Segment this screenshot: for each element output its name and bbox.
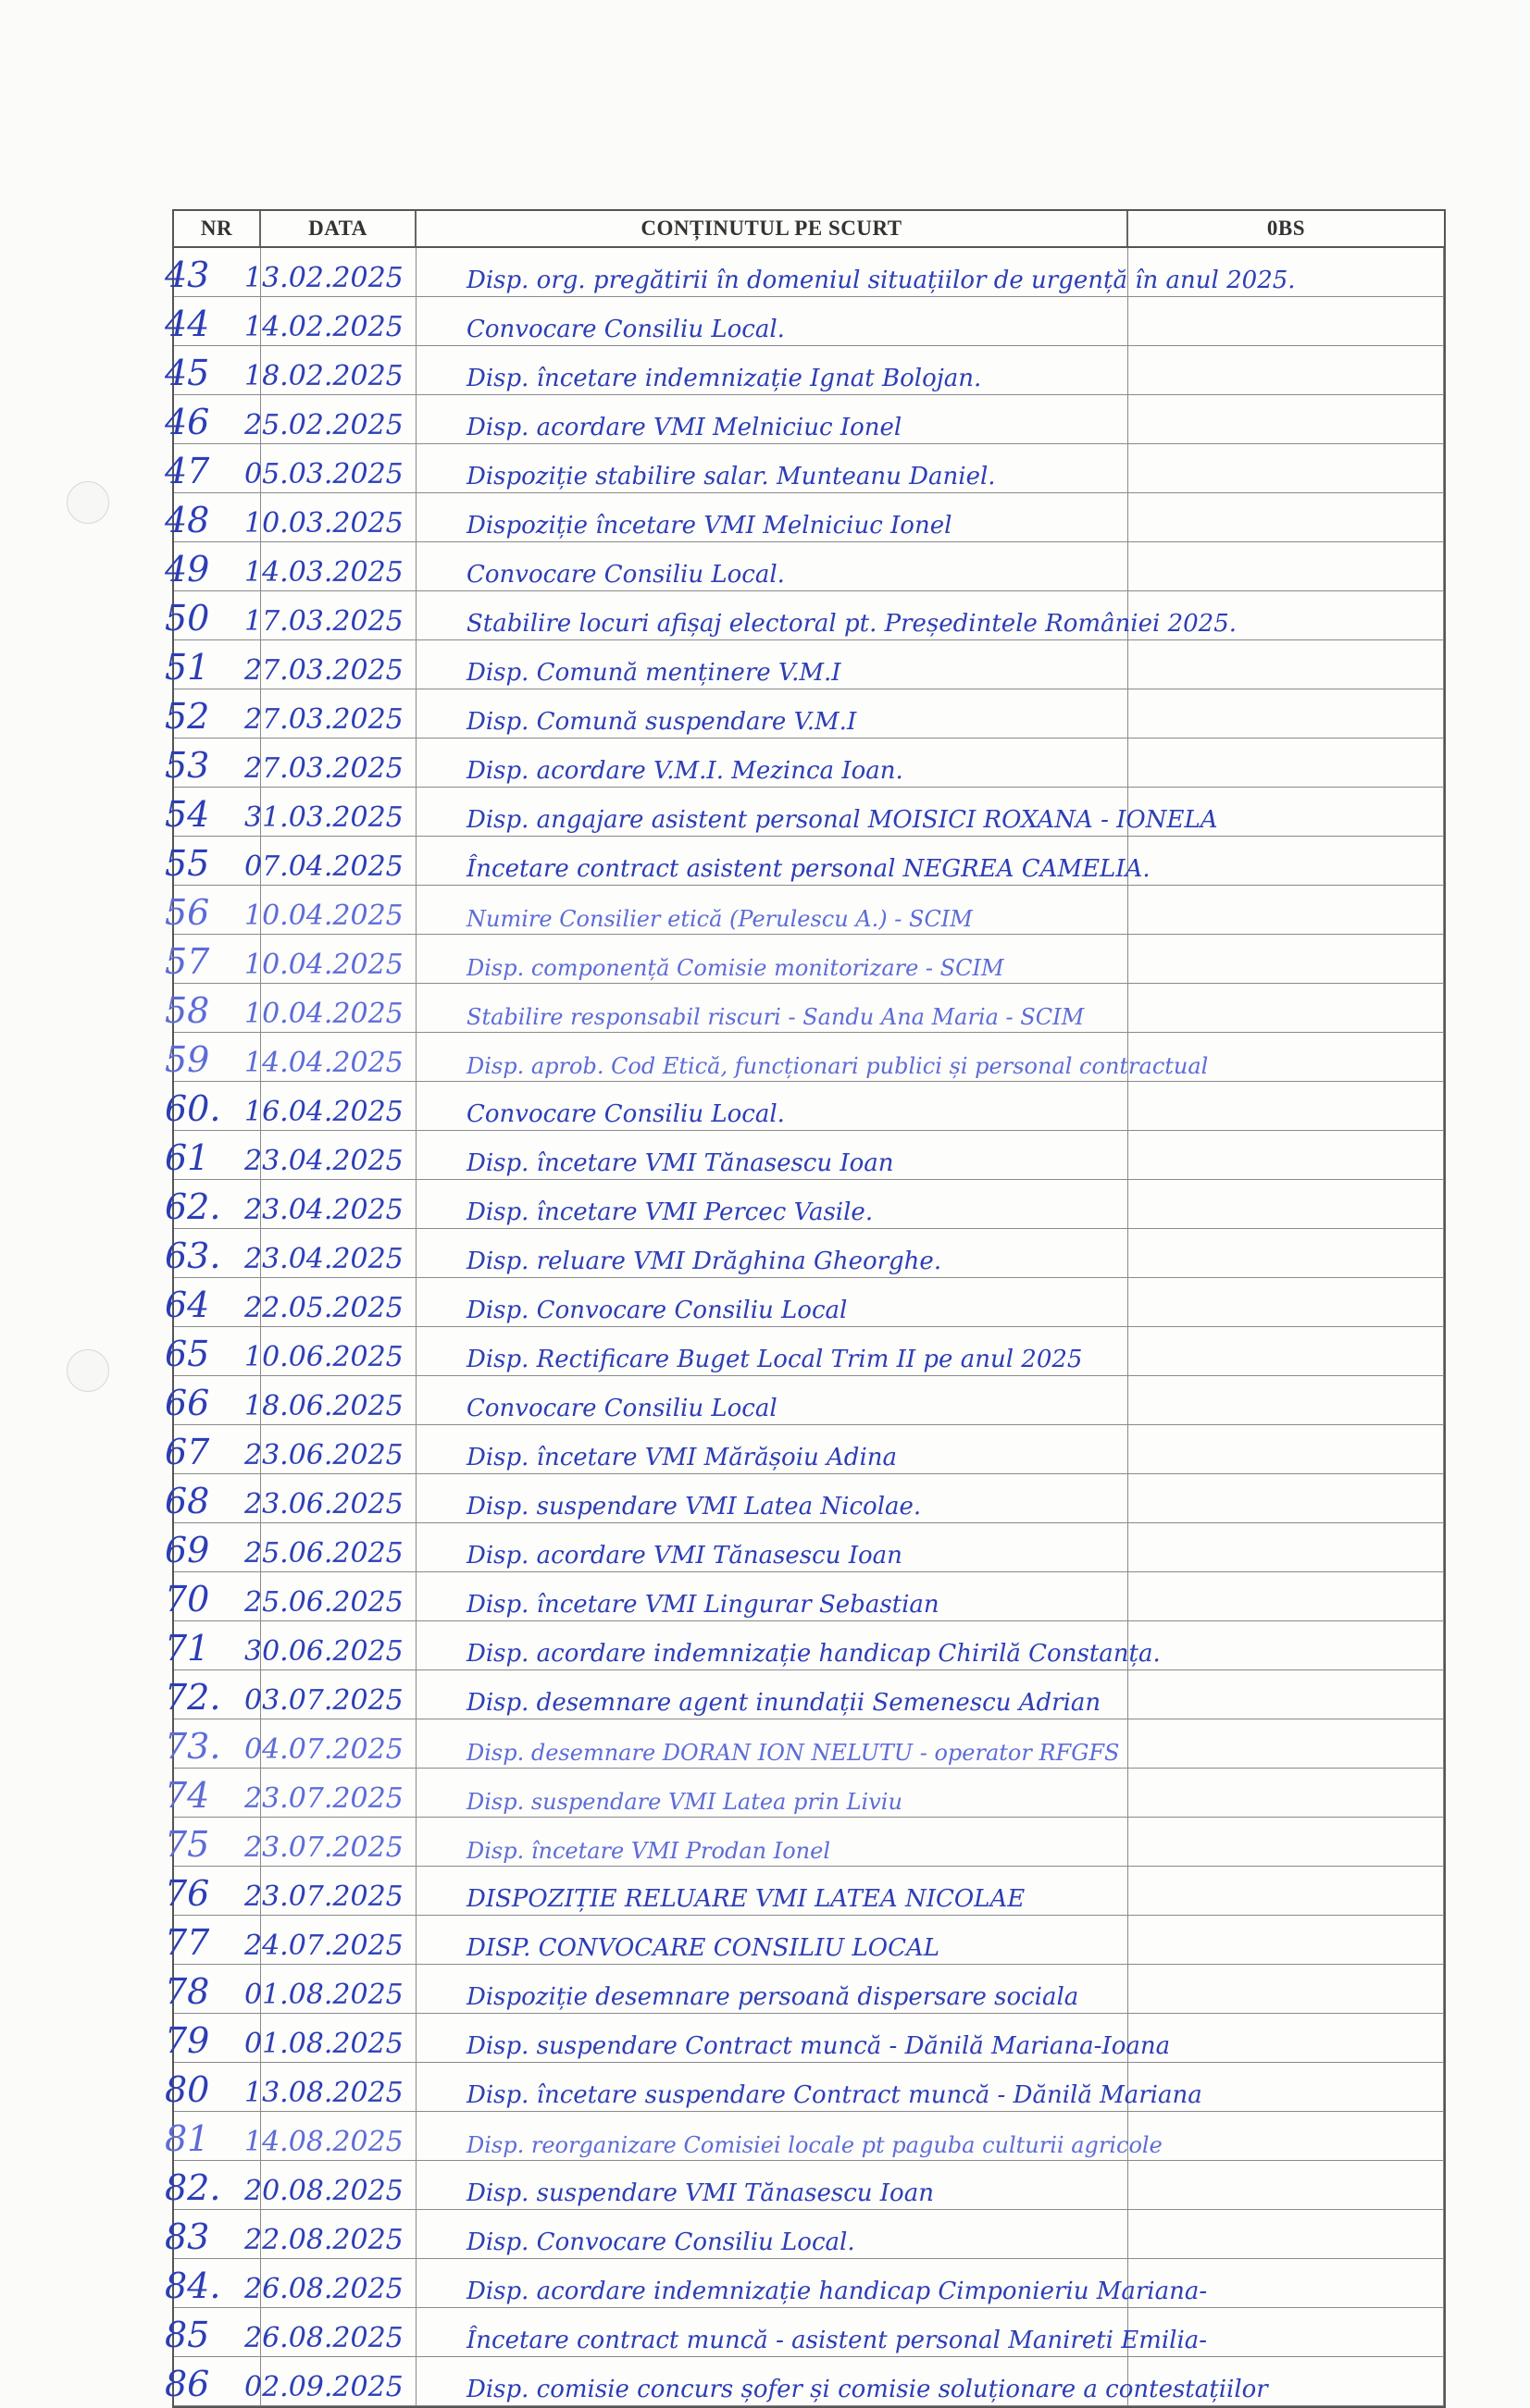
entry-date: 01.08.2025: [244, 1979, 404, 2011]
entry-number: 46: [165, 402, 210, 442]
table-row: [165, 493, 1444, 542]
table-row: [165, 1523, 1444, 1572]
entry-content: Convocare Consiliu Local.: [466, 561, 785, 589]
cell-obs: [1128, 1327, 1444, 1375]
entry-content: Disp. încetare indemnizație Ignat Bolojan.: [466, 365, 982, 392]
table-row: [165, 2063, 1444, 2112]
entry-date: 05.03.2025: [244, 458, 404, 490]
entry-date: 25.06.2025: [244, 1586, 404, 1619]
table-row: [165, 591, 1444, 640]
table-header: [174, 211, 1444, 248]
entry-content: Disp. suspendare VMI Latea Nicolae.: [466, 1493, 922, 1521]
entry-content: Numire Consilier etică (Perulescu A.) - SCIM: [466, 906, 973, 932]
entry-content: Disp. încetare suspendare Contract muncă - Dănilă Mariana: [466, 2081, 1202, 2109]
entry-date: 23.06.2025: [244, 1439, 404, 1471]
table-row: [165, 1425, 1444, 1474]
entry-content: Disp. acordare indemnizație handicap Cimponieriu Mariana-: [466, 2278, 1208, 2305]
table-row: [165, 640, 1444, 689]
entry-content: Stabilire responsabil riscuri - Sandu Ana Maria - SCIM: [466, 1004, 1085, 1030]
entry-date: 22.05.2025: [244, 1292, 404, 1324]
table-row: [165, 1376, 1444, 1425]
table-row: [165, 1474, 1444, 1523]
entry-content: DISP. CONVOCARE CONSILIU LOCAL: [466, 1934, 940, 1962]
table-row: [165, 2014, 1444, 2063]
entry-date: 20.08.2025: [244, 2175, 404, 2207]
entry-content: Disp. aprob. Cod Etică, funcționari publici și personal contractual: [466, 1053, 1209, 1079]
entry-number: 74: [165, 1775, 210, 1816]
table-row: [165, 2259, 1444, 2308]
entry-number: 72.: [165, 1677, 221, 1718]
entry-content: Disp. acordare V.M.I. Mezinca Ioan.: [466, 757, 903, 785]
entry-date: 31.03.2025: [244, 801, 404, 834]
table-row: [165, 395, 1444, 444]
table-row: [165, 1180, 1444, 1229]
entry-content: Stabilire locuri afișaj electoral pt. Președintele României 2025.: [466, 610, 1237, 638]
entry-date: 30.06.2025: [244, 1635, 404, 1668]
entry-date: 17.03.2025: [244, 605, 404, 638]
entry-content: Disp. reorganizare Comisiei locale pt paguba culturii agricole: [466, 2132, 1163, 2158]
entry-number: 85: [165, 2315, 210, 2355]
header-data: DATA: [261, 211, 417, 246]
table-row: [165, 346, 1444, 395]
entry-content: Dispoziție încetare VMI Melniciuc Ionel: [466, 512, 952, 540]
entry-number: 48: [165, 500, 210, 540]
entry-content: Disp. Comună menținere V.M.I: [466, 659, 841, 687]
entry-number: 53: [165, 745, 210, 786]
table-row: [165, 1572, 1444, 1621]
entry-date: 14.03.2025: [244, 556, 404, 589]
table-row: [165, 2308, 1444, 2357]
cell-obs: [1128, 542, 1444, 590]
entry-content: Încetare contract muncă - asistent personal Manireti Emilia-: [466, 2327, 1208, 2354]
entry-date: 04.07.2025: [244, 1733, 404, 1766]
entry-content: Disp. Comună suspendare V.M.I: [466, 708, 857, 736]
entry-date: 22.08.2025: [244, 2224, 404, 2256]
entry-date: 27.03.2025: [244, 703, 404, 736]
entry-content: Disp. încetare VMI Percec Vasile.: [466, 1198, 874, 1226]
entry-number: 66: [165, 1383, 210, 1423]
entry-date: 27.03.2025: [244, 752, 404, 785]
table-row: [165, 297, 1444, 346]
entry-date: 10.04.2025: [244, 998, 404, 1030]
cell-obs: [1128, 1278, 1444, 1326]
table-row: [165, 1818, 1444, 1867]
entry-content: Disp. Convocare Consiliu Local.: [466, 2228, 855, 2256]
entry-number: 50: [165, 598, 210, 639]
entry-number: 69: [165, 1530, 210, 1570]
entry-number: 67: [165, 1432, 210, 1472]
table-row: [165, 1769, 1444, 1818]
cell-obs: [1128, 640, 1444, 689]
cell-obs: [1128, 739, 1444, 787]
entry-content: Disp. suspendare VMI Tănasescu Ioan: [466, 2179, 934, 2207]
entry-content: Disp. suspendare VMI Latea prin Liviu: [466, 1789, 902, 1815]
cell-obs: [1128, 1229, 1444, 1277]
table-row: [165, 1916, 1444, 1965]
entry-date: 13.08.2025: [244, 2077, 404, 2109]
table-row: [165, 739, 1444, 788]
entry-content: Încetare contract asistent personal NEGREA CAMELIA.: [466, 855, 1151, 883]
cell-obs: [1128, 297, 1444, 345]
entry-content: Dispoziție stabilire salar. Munteanu Daniel.: [466, 463, 996, 490]
entry-content: Convocare Consiliu Local.: [466, 316, 785, 343]
entry-date: 07.04.2025: [244, 850, 404, 883]
cell-obs: [1128, 395, 1444, 443]
entry-number: 83: [165, 2216, 210, 2257]
entry-content: Dispoziție desemnare persoană dispersare sociala: [466, 1983, 1079, 2011]
cell-obs: [1128, 1965, 1444, 2013]
entry-date: 14.02.2025: [244, 311, 404, 343]
table-row: [165, 837, 1444, 886]
entry-content: Disp. acordare indemnizație handicap Chirilă Constanța.: [466, 1640, 1161, 1668]
entry-date: 25.06.2025: [244, 1537, 404, 1570]
entry-content: Disp. încetare VMI Tănasescu Ioan: [466, 1149, 894, 1177]
entry-date: 23.04.2025: [244, 1243, 404, 1275]
entry-content: Disp. reluare VMI Drăghina Gheorghe.: [466, 1247, 942, 1275]
entry-date: 01.08.2025: [244, 2028, 404, 2060]
entry-date: 18.06.2025: [244, 1390, 404, 1422]
table-row: [165, 984, 1444, 1033]
cell-obs: [1128, 1670, 1444, 1719]
entry-content: Disp. desemnare DORAN ION NELUTU - operator RFGFS: [466, 1740, 1120, 1766]
cell-obs: [1128, 1916, 1444, 1964]
entry-content: Disp. desemnare agent inundații Semenescu Adrian: [466, 1689, 1101, 1717]
entry-date: 23.07.2025: [244, 1782, 404, 1815]
table-row: [165, 1229, 1444, 1278]
entry-number: 58: [165, 990, 210, 1031]
table-row: [165, 1965, 1444, 2014]
entry-number: 63.: [165, 1235, 221, 1276]
entry-date: 10.06.2025: [244, 1341, 404, 1373]
entry-date: 23.04.2025: [244, 1145, 404, 1177]
entry-date: 24.07.2025: [244, 1930, 404, 1962]
entry-date: 26.08.2025: [244, 2322, 404, 2354]
entry-number: 44: [165, 304, 210, 344]
table-row: [165, 886, 1444, 935]
table-row: [165, 689, 1444, 739]
header-obs: 0BS: [1266, 217, 1306, 240]
table-row: [165, 788, 1444, 837]
table-row: [165, 2357, 1444, 2406]
entry-number: 47: [165, 451, 210, 491]
table-row: [165, 1131, 1444, 1180]
cell-obs: [1128, 493, 1444, 541]
entry-number: 73.: [165, 1726, 221, 1767]
entry-number: 56: [165, 892, 210, 933]
table-row: [165, 1719, 1444, 1769]
entry-number: 57: [165, 941, 210, 982]
table-row: [165, 1278, 1444, 1327]
entry-number: 65: [165, 1334, 210, 1374]
entry-content: Disp. acordare VMI Tănasescu Ioan: [466, 1542, 902, 1570]
cell-obs: [1128, 2161, 1444, 2209]
cell-obs: [1128, 1474, 1444, 1522]
entry-content: Disp. angajare asistent personal MOISICI ROXANA - IONELA: [466, 806, 1218, 834]
entry-number: 49: [165, 549, 210, 590]
entry-date: 23.07.2025: [244, 1880, 404, 1913]
entry-date: 27.03.2025: [244, 654, 404, 687]
entry-number: 60.: [165, 1088, 221, 1129]
table-row: [165, 1082, 1444, 1131]
entry-number: 45: [165, 353, 210, 393]
register-table: [165, 209, 1446, 2408]
cell-obs: [1128, 1867, 1444, 1915]
cell-obs: [1128, 1425, 1444, 1473]
cell-obs: [1128, 1769, 1444, 1817]
cell-obs: [1128, 689, 1444, 738]
entry-number: 77: [165, 1922, 210, 1963]
entry-content: Disp. încetare VMI Lingurar Sebastian: [466, 1591, 939, 1619]
entry-number: 80: [165, 2069, 210, 2110]
cell-obs: [1128, 2014, 1444, 2062]
cell-obs: [1128, 886, 1444, 934]
cell-obs: [1128, 1376, 1444, 1424]
entry-number: 76: [165, 1873, 210, 1914]
entry-number: 51: [165, 647, 210, 688]
punch-hole-bottom: [67, 1349, 109, 1392]
table-row: [165, 248, 1444, 297]
cell-obs: [1128, 2210, 1444, 2258]
entry-number: 78: [165, 1971, 210, 2012]
entry-content: Disp. Convocare Consiliu Local: [466, 1297, 848, 1324]
cell-obs: [1128, 444, 1444, 492]
entry-number: 59: [165, 1039, 210, 1080]
entry-date: 16.04.2025: [244, 1096, 404, 1128]
entry-content: Disp. componență Comisie monitorizare - SCIM: [466, 955, 1004, 981]
entry-content: Disp. comisie concurs șofer și comisie soluționare a contestațiilor: [466, 2376, 1268, 2403]
entry-content: Convocare Consiliu Local: [466, 1395, 777, 1422]
entry-content: DISPOZIȚIE RELUARE VMI LATEA NICOLAE: [466, 1885, 1026, 1913]
table-row: [165, 1867, 1444, 1916]
cell-obs: [1128, 1180, 1444, 1228]
entry-date: 14.08.2025: [244, 2126, 404, 2158]
entry-number: 84.: [165, 2265, 221, 2306]
table-row: [165, 1621, 1444, 1670]
entry-number: 55: [165, 843, 210, 884]
entry-date: 23.04.2025: [244, 1194, 404, 1226]
entry-content: Disp. Rectificare Buget Local Trim II pe anul 2025: [466, 1346, 1083, 1373]
cell-obs: [1128, 935, 1444, 983]
table-row: [165, 935, 1444, 984]
entry-number: 62.: [165, 1186, 221, 1227]
entry-date: 23.07.2025: [244, 1831, 404, 1864]
table-row: [165, 2161, 1444, 2210]
table-row: [165, 1033, 1444, 1082]
entry-number: 64: [165, 1285, 210, 1325]
entry-number: 86: [165, 2364, 210, 2404]
entry-date: 18.02.2025: [244, 360, 404, 392]
entry-date: 03.07.2025: [244, 1684, 404, 1717]
entry-content: Disp. încetare VMI Mărășoiu Adina: [466, 1444, 898, 1471]
cell-obs: [1128, 1572, 1444, 1620]
cell-obs: [1128, 1523, 1444, 1571]
punch-hole-top: [67, 481, 109, 524]
cell-obs: [1128, 1082, 1444, 1130]
entry-content: Disp. încetare VMI Prodan Ionel: [466, 1838, 830, 1864]
cell-obs: [1128, 984, 1444, 1032]
entry-date: 02.09.2025: [244, 2371, 404, 2403]
table-body: [165, 248, 1444, 2406]
table-row: [165, 1327, 1444, 1376]
entry-content: Disp. org. pregătirii în domeniul situațiilor de urgență în anul 2025.: [466, 267, 1296, 294]
entry-content: Disp. suspendare Contract muncă - Dănilă Mariana-Ioana: [466, 2032, 1171, 2060]
cell-obs: [1128, 1131, 1444, 1179]
table-row: [165, 542, 1444, 591]
entry-date: 26.08.2025: [244, 2273, 404, 2305]
entry-date: 10.04.2025: [244, 949, 404, 981]
entry-number: 43: [165, 254, 210, 295]
cell-obs: [1128, 1719, 1444, 1768]
entry-number: 75: [165, 1824, 210, 1865]
header-nr: NR: [174, 211, 261, 246]
entry-number: 68: [165, 1481, 210, 1521]
table-row: [165, 2210, 1444, 2259]
cell-obs: [1128, 2112, 1444, 2160]
header-continut: CONȚINUTUL PE SCURT: [417, 211, 1128, 246]
entry-number: 81: [165, 2118, 210, 2159]
cell-obs: [1128, 837, 1444, 885]
entry-number: 70: [165, 1579, 210, 1620]
entry-date: 13.02.2025: [244, 262, 404, 294]
cell-obs: [1128, 1621, 1444, 1669]
entry-number: 54: [165, 794, 210, 835]
entry-number: 79: [165, 2020, 210, 2061]
table-row: [165, 2112, 1444, 2161]
entry-date: 23.06.2025: [244, 1488, 404, 1521]
entry-number: 52: [165, 696, 210, 737]
cell-obs: [1128, 346, 1444, 394]
entry-date: 10.03.2025: [244, 507, 404, 540]
cell-obs: [1128, 1818, 1444, 1866]
entry-content: Disp. acordare VMI Melniciuc Ionel: [466, 414, 902, 441]
entry-number: 71: [165, 1628, 210, 1669]
table-row: [165, 1670, 1444, 1719]
entry-date: 10.04.2025: [244, 900, 404, 932]
entry-content: Convocare Consiliu Local.: [466, 1100, 785, 1128]
entry-number: 61: [165, 1137, 210, 1178]
entry-date: 25.02.2025: [244, 409, 404, 441]
entry-date: 14.04.2025: [244, 1047, 404, 1079]
table-row: [165, 444, 1444, 493]
entry-number: 82.: [165, 2167, 221, 2208]
